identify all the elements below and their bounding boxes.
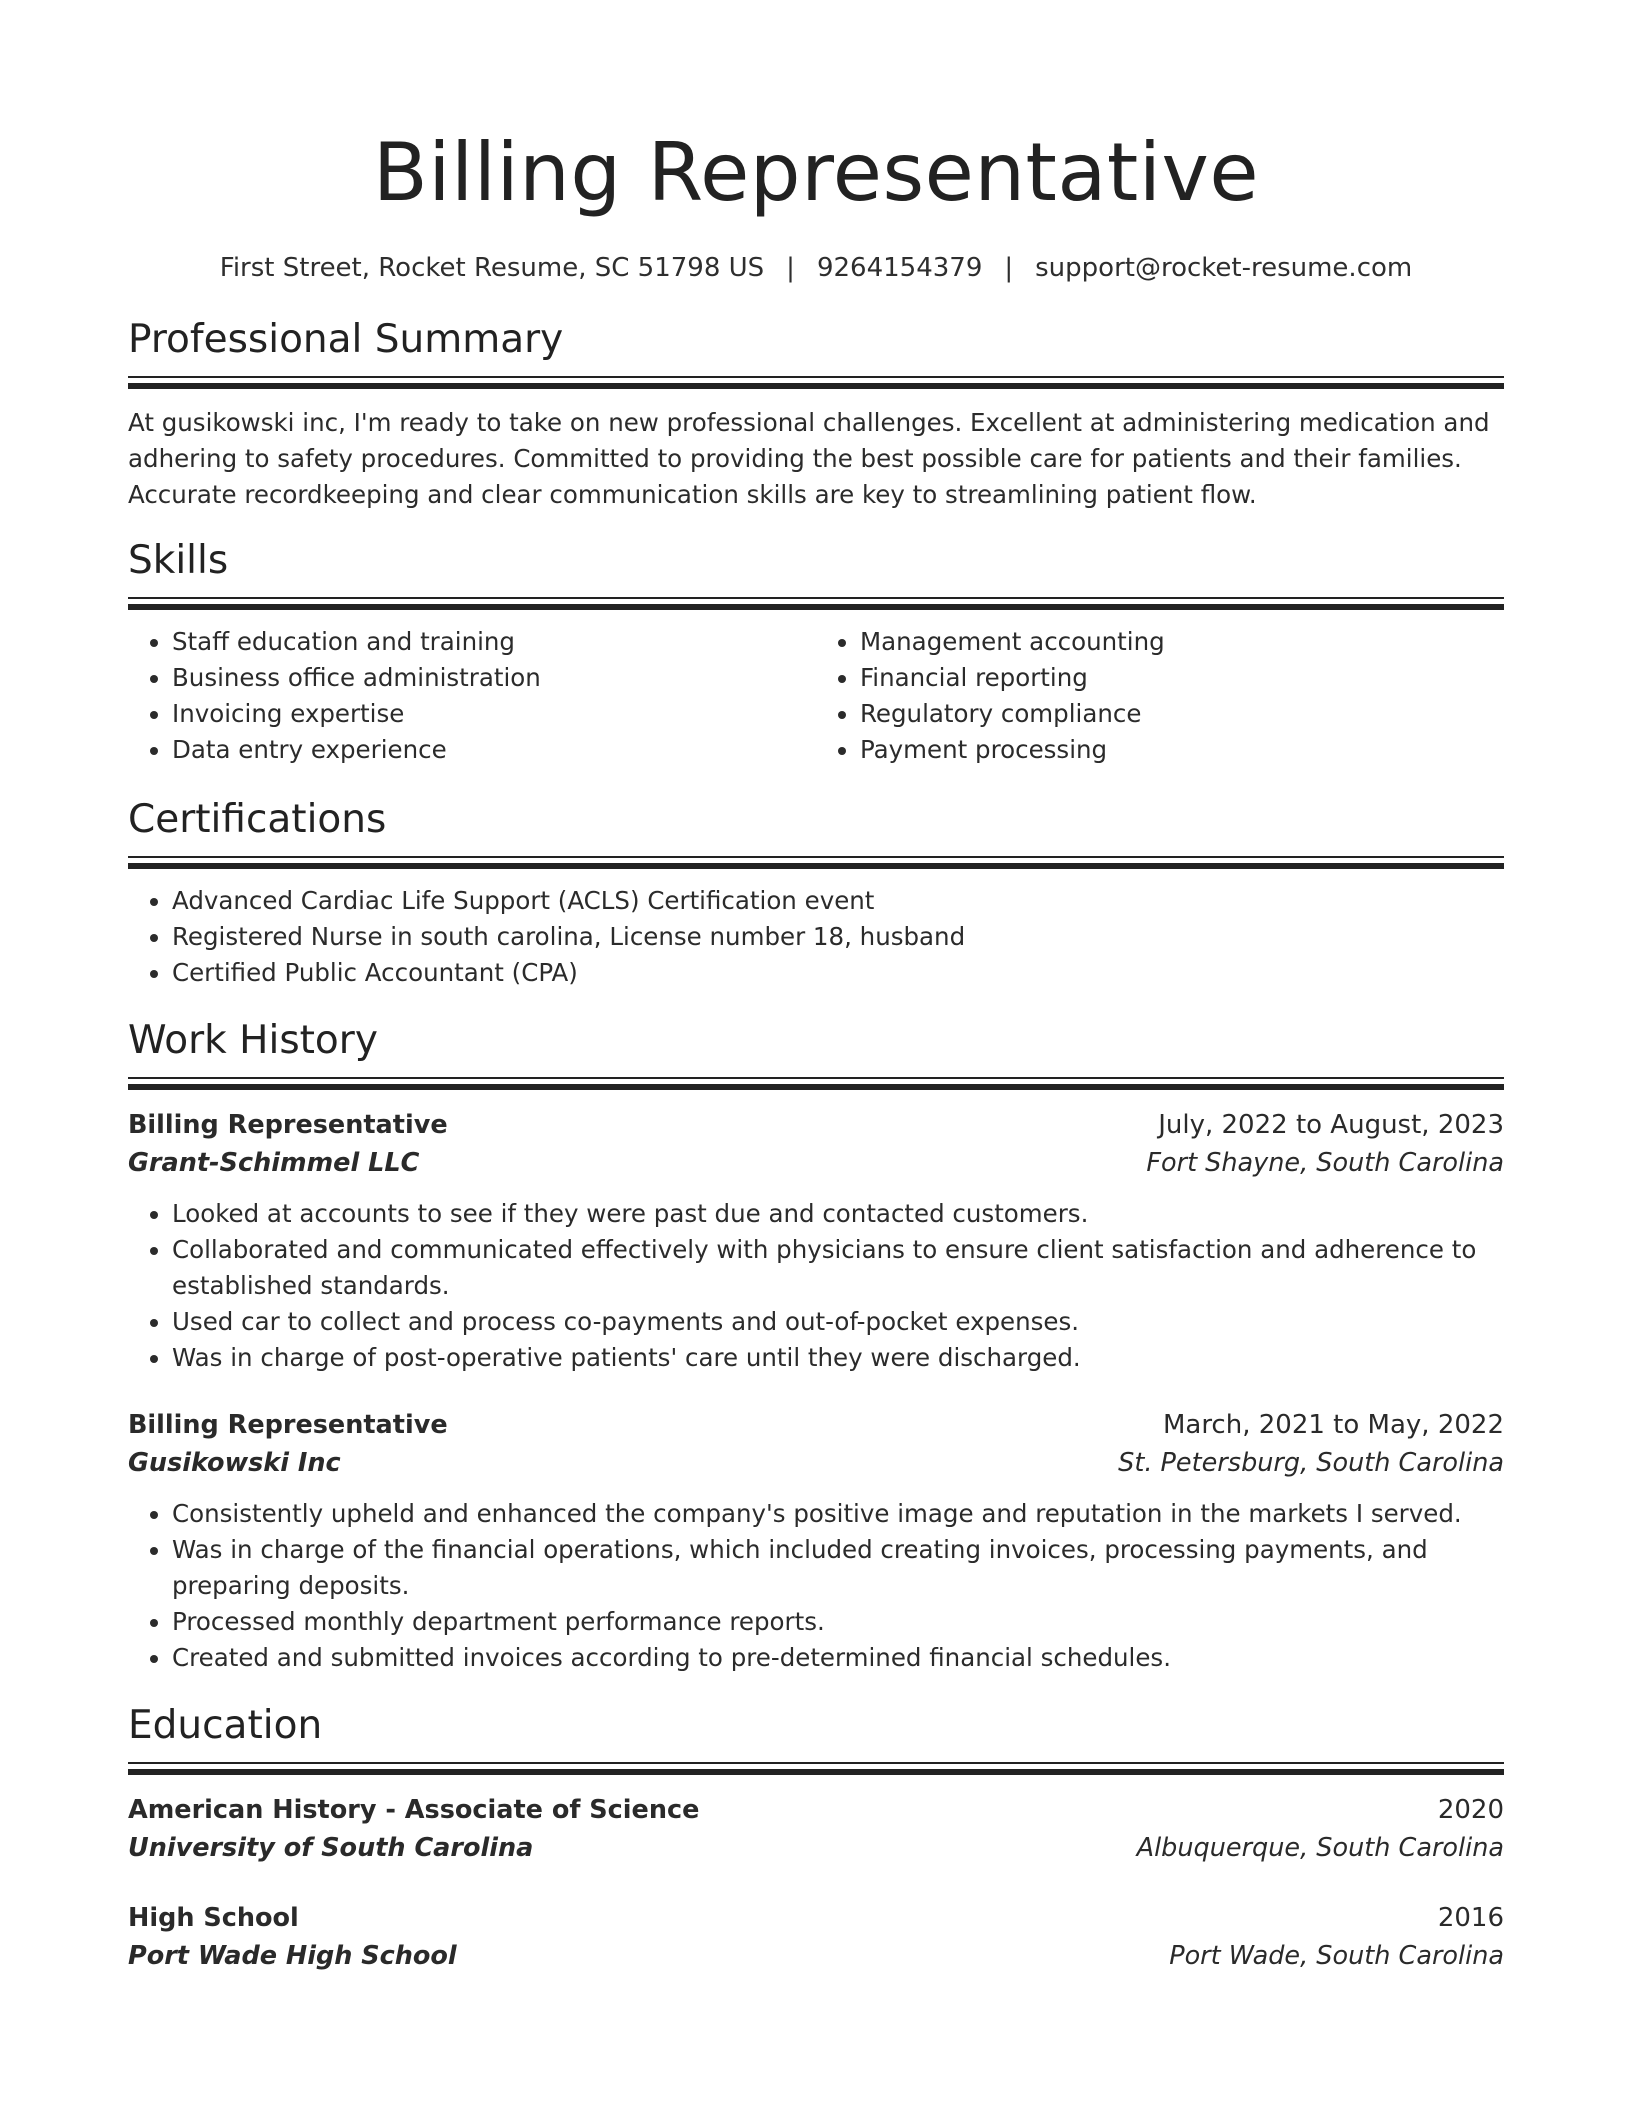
skills-list-left (128, 624, 816, 768)
section-title-work: Work History (128, 1018, 378, 1063)
job-location: St. Petersburg, South Carolina (1118, 1448, 1504, 1478)
education-year: 2020 (1437, 1795, 1504, 1825)
skill-item: • Business office administration (172, 660, 816, 696)
job-duties (128, 1496, 1504, 1676)
skill-item: • Staff education and training (172, 624, 816, 660)
candidate-name: Billing Representative (372, 126, 1260, 219)
contact-separator: | (786, 253, 795, 283)
job-duty: • Created and submitted invoices according to pre-determined financial schedules. (172, 1640, 1504, 1676)
skills-section (128, 535, 1504, 768)
section-divider (128, 856, 1504, 869)
job-company: Gusikowski Inc (128, 1448, 341, 1478)
section-title-skills: Skills (128, 538, 229, 583)
skill-item: • Management accounting (860, 624, 1504, 660)
section-title-summary: Professional Summary (128, 317, 564, 362)
section-title-education: Education (128, 1703, 323, 1748)
education-degree: High School (128, 1903, 299, 1933)
job-duties (128, 1196, 1504, 1376)
job-duty: • Looked at accounts to see if they were past due and contacted customers. (172, 1196, 1504, 1232)
job-entry (128, 1406, 1504, 1676)
certifications-list (128, 883, 1504, 991)
certification-item: • Certified Public Accountant (CPA) (172, 955, 1504, 991)
job-company: Grant-Schimmel LLC (128, 1148, 420, 1178)
work-history-section (128, 1015, 1504, 1676)
job-duty: • Collaborated and communicated effectively with physicians to ensure client satisfaction and adherence to established standards. (172, 1232, 1504, 1304)
skill-item: • Payment processing (860, 732, 1504, 768)
education-location: Port Wade, South Carolina (1169, 1941, 1504, 1971)
education-entry (128, 1791, 1504, 1867)
job-duty: • Was in charge of post-operative patients' care until they were discharged. (172, 1340, 1504, 1376)
section-divider (128, 1762, 1504, 1775)
skills-list-right (816, 624, 1504, 768)
job-duty: • Consistently upheld and enhanced the company's positive image and reputation in the markets I served. (172, 1496, 1504, 1532)
contact-line (128, 250, 1504, 286)
section-divider (128, 1077, 1504, 1090)
summary-text: At gusikowski inc, I'm ready to take on new professional challenges. Excellent at administering medication and adhering to safety procedures. Committed to providing the best possible care for patients and their families. Accurate recordkeeping and clear communication skills are key to streamlining patient flow. (128, 408, 1490, 509)
certification-item: • Advanced Cardiac Life Support (ACLS) Certification event (172, 883, 1504, 919)
section-divider (128, 597, 1504, 610)
job-entry (128, 1106, 1504, 1376)
skills-grid (128, 610, 1504, 768)
job-location: Fort Shayne, South Carolina (1146, 1148, 1504, 1178)
job-duty: • Used car to collect and process co-payments and out-of-pocket expenses. (172, 1304, 1504, 1340)
contact-phone: 9264154379 (816, 253, 983, 283)
skill-item: • Financial reporting (860, 660, 1504, 696)
skill-item: • Invoicing expertise (172, 696, 816, 732)
education-school: University of South Carolina (128, 1833, 534, 1863)
contact-address: First Street, Rocket Resume, SC 51798 US (219, 253, 765, 283)
education-degree: American History - Associate of Science (128, 1795, 700, 1825)
skill-item: • Data entry experience (172, 732, 816, 768)
education-section (128, 1700, 1504, 1975)
contact-separator: | (1004, 253, 1014, 283)
education-location: Albuquerque, South Carolina (1136, 1833, 1504, 1863)
job-dates: March, 2021 to May, 2022 (1162, 1410, 1504, 1440)
education-year: 2016 (1437, 1903, 1504, 1933)
education-entry (128, 1899, 1504, 1975)
job-title: Billing Representative (128, 1110, 448, 1140)
summary-section (128, 314, 1504, 513)
education-school: Port Wade High School (128, 1941, 457, 1971)
job-dates: July, 2022 to August, 2023 (1158, 1110, 1504, 1140)
section-divider (128, 376, 1504, 389)
certification-item: • Registered Nurse in south carolina, License number 18, husband (172, 919, 1504, 955)
certifications-section (128, 794, 1504, 991)
contact-email: support@rocket-resume.com (1035, 253, 1413, 283)
job-title: Billing Representative (128, 1410, 448, 1440)
job-duty: • Was in charge of the financial operations, which included creating invoices, processing payments, and preparing deposits. (172, 1532, 1504, 1604)
section-title-certifications: Certifications (128, 797, 387, 842)
job-duty: • Processed monthly department performance reports. (172, 1604, 1504, 1640)
skill-item: • Regulatory compliance (860, 696, 1504, 732)
